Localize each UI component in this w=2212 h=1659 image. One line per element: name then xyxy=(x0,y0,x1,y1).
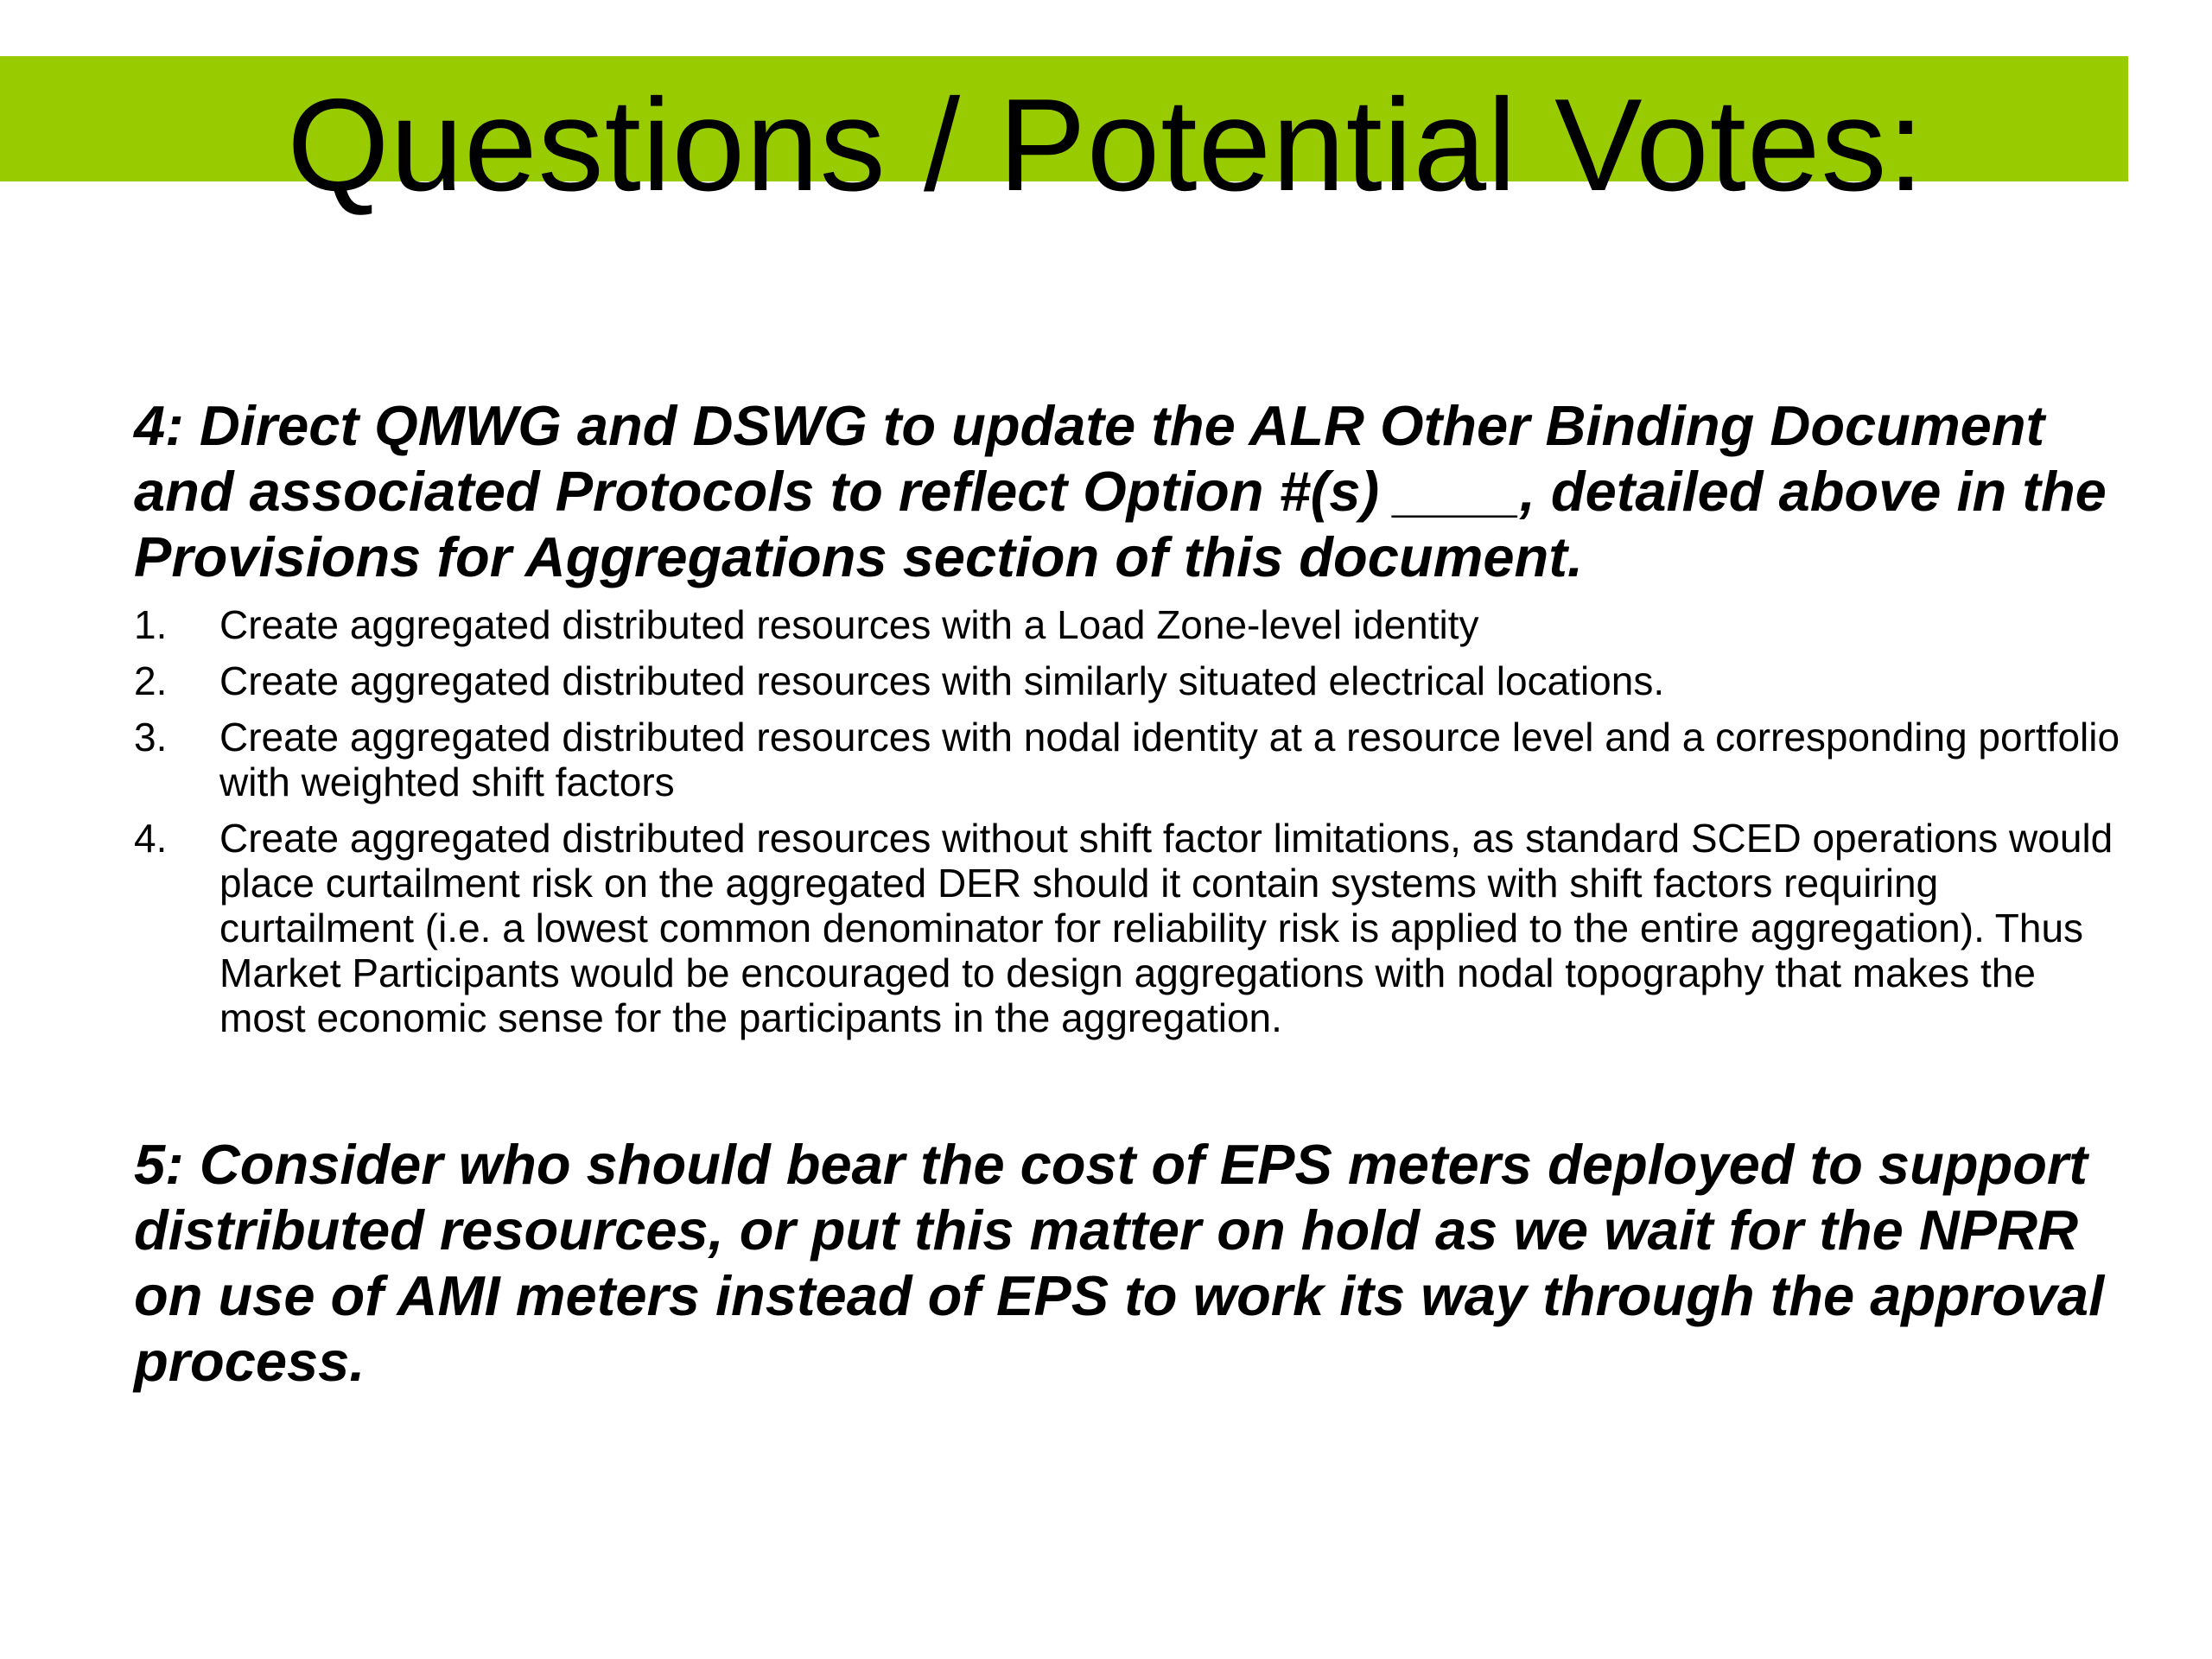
option-number: 1. xyxy=(134,602,168,647)
question-5: 5: Consider who should bear the cost of EPS meters deployed to support distributed resources, or put this matter on hold as we wait for the NPRR on use of AMI meters instead of EPS to work its way through the approval process. xyxy=(134,1133,2105,1393)
option-text: Create aggregated distributed resources with nodal identity at a resource level and a corresponding portfolio with weighted shift factors xyxy=(219,715,2120,804)
option-number: 3. xyxy=(134,715,168,760)
option-list xyxy=(134,602,2121,1040)
option-item-1 xyxy=(134,602,2121,647)
slide-content xyxy=(134,393,2121,1395)
option-item-3 xyxy=(134,715,2121,804)
option-text: Create aggregated distributed resources with a Load Zone-level identity xyxy=(219,602,1479,647)
option-text: Create aggregated distributed resources without shift factor limitations, as standard SCED operations would place curtailment risk on the aggregated DER should it contain systems with shift factors requiring curtailment (i.e. a lowest common denominator for reliability risk is applied to the entire aggregation). Thus Market Participants would be encouraged to design aggregations with nodal topography that makes the most economic sense for the participants in the aggregation. xyxy=(219,816,2113,1040)
option-item-2 xyxy=(134,658,2121,703)
question-4: 4: Direct QMWG and DSWG to update the ALR Other Binding Document and associated Protocols to reflect Option #(s) ____, detailed above in the Provisions for Aggregations section of this document. xyxy=(134,394,2107,588)
option-number: 2. xyxy=(134,658,168,703)
option-text: Create aggregated distributed resources with similarly situated electrical locations. xyxy=(219,658,1665,703)
option-item-4 xyxy=(134,816,2121,1040)
option-number: 4. xyxy=(134,816,168,861)
slide-title: Questions / Potential Votes: xyxy=(287,72,1925,219)
